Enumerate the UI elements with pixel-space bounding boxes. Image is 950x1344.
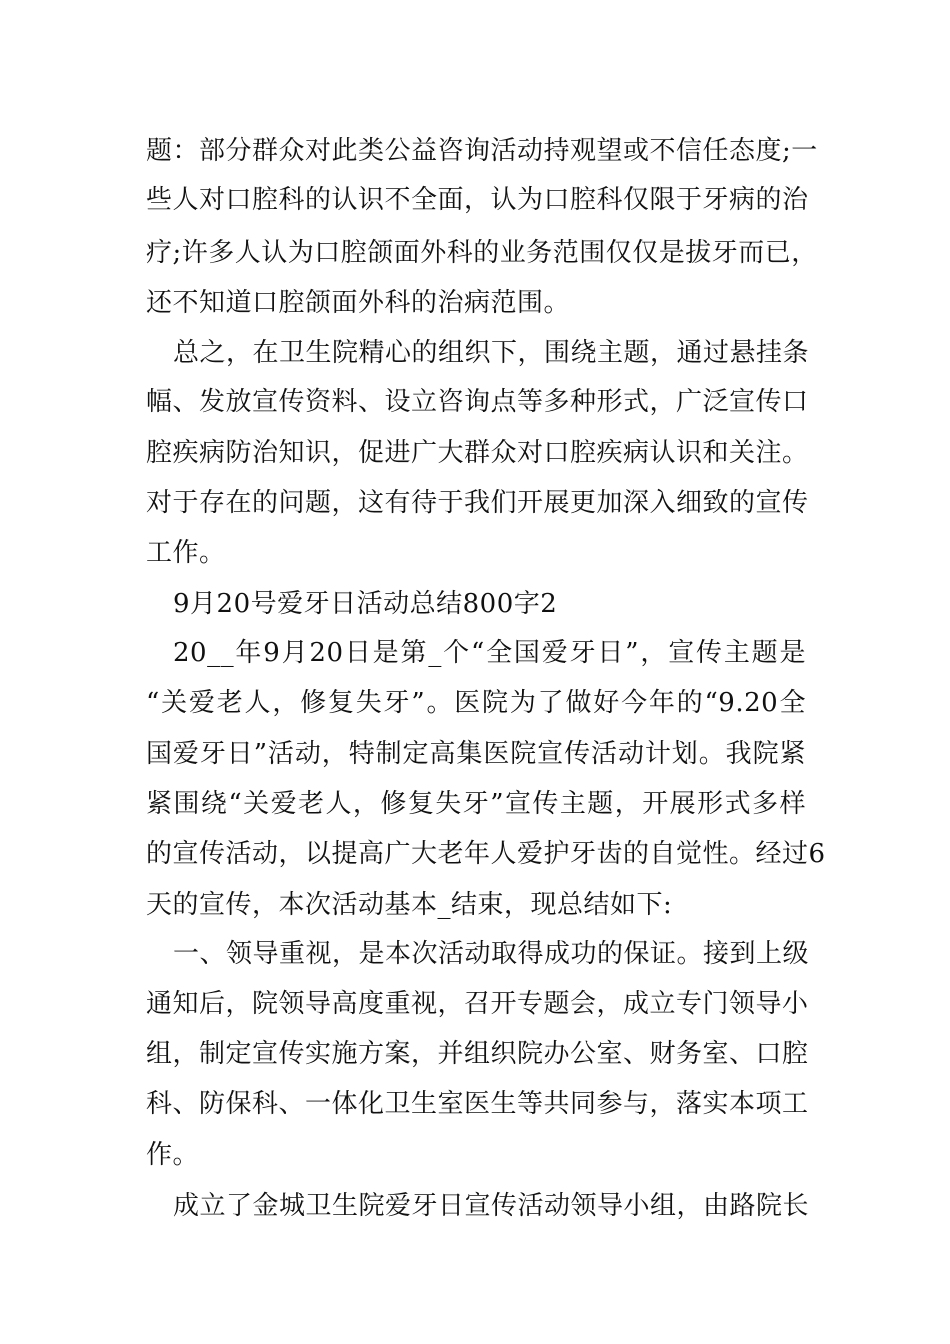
text-line: 通知后，院领导高度重视，召开专题会，成立专门领导小 [146,989,809,1019]
text-line: 的宣传活动，以提高广大老年人爱护牙齿的自觉性。经过6 [146,839,826,869]
text-line: 天的宣传，本次活动基本_结束，现总结如下: [146,890,673,920]
text-line: 紧围绕“关爱老人，修复失牙”宣传主题，开展形式多样 [146,789,806,819]
text-line: 还不知道口腔颌面外科的治病范围。 [146,288,571,318]
text-line: 作。 [146,1140,200,1170]
section-heading: 9月20号爱牙日活动总结800字2 [173,589,558,619]
text-line: 总之，在卫生院精心的组织下，围绕主题，通过悬挂条 [173,338,810,368]
text-line: 组，制定宣传实施方案，并组织院办公室、财务室、口腔 [146,1039,809,1069]
text-line: 对于存在的问题，这有待于我们开展更加深入细致的宣传 [146,488,809,518]
text-line: 腔疾病防治知识，促进广大群众对口腔疾病认识和关注。 [146,438,809,468]
text-line: “关爱老人，修复失牙”。医院为了做好今年的“9.20全 [146,688,806,718]
text-line: 20__年9月20日是第_个“全国爱牙日”，宣传主题是 [173,638,806,668]
text-line: 国爱牙日”活动，特制定高集医院宣传活动计划。我院紧 [146,739,806,769]
text-line: 些人对口腔科的认识不全面，认为口腔科仅限于牙病的治 [146,185,809,215]
text-line: 疗;许多人认为口腔颌面外科的业务范围仅仅是拔牙而已， [146,238,818,268]
text-line: 题：部分群众对此类公益咨询活动持观望或不信任态度;一 [146,136,818,166]
text-line: 一、领导重视，是本次活动取得成功的保证。接到上级 [173,939,810,969]
text-line: 工作。 [146,538,226,568]
text-line: 成立了金城卫生院爱牙日宣传活动领导小组，由路院长 [173,1191,810,1221]
text-line: 幅、发放宣传资料、设立咨询点等多种形式，广泛宣传口 [146,387,809,417]
text-line: 科、防保科、一体化卫生室医生等共同参与，落实本项工 [146,1089,809,1119]
